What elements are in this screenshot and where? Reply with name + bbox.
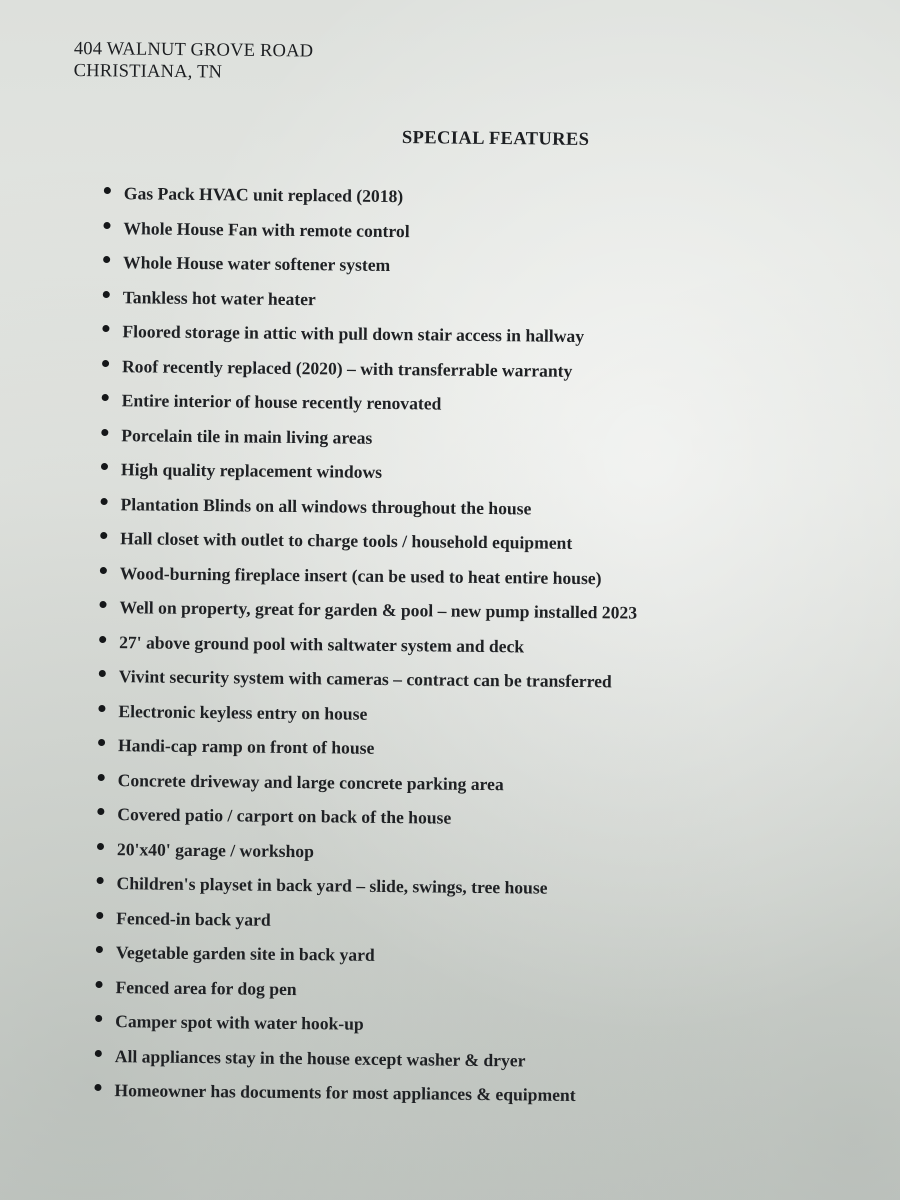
feature-list	[94, 178, 638, 1109]
property-address	[74, 38, 314, 85]
feature-text: Wood-burning fireplace insert (can be used to heat entire house)	[119, 562, 602, 588]
bullet-icon	[97, 842, 104, 849]
feature-text: Hall closet with outlet to charge tools / household equipment	[120, 528, 573, 553]
bullet-icon	[102, 359, 109, 366]
feature-text: Gas Pack HVAC unit replaced (2018)	[123, 183, 404, 207]
bullet-icon	[98, 773, 105, 780]
feature-text: Roof recently replaced (2020) – with transferrable warranty	[121, 355, 573, 381]
feature-text: 27' above ground pool with saltwater system and deck	[119, 631, 525, 656]
bullet-icon	[102, 394, 109, 401]
bullet-icon	[103, 256, 110, 263]
bullet-icon	[97, 808, 104, 815]
feature-text: Children's playset in back yard – slide, swings, tree house	[116, 873, 548, 898]
bullet-icon	[98, 704, 105, 711]
document-title: SPECIAL FEATURES	[401, 128, 590, 150]
bullet-icon	[101, 428, 108, 435]
feature-text: Porcelain tile in main living areas	[121, 424, 373, 448]
feature-text: Tankless hot water heater	[122, 286, 316, 309]
feature-text: Vivint security system with cameras – contract can be transferred	[118, 666, 612, 692]
bullet-icon	[94, 1084, 101, 1091]
bullet-icon	[101, 463, 108, 470]
address-city-state: CHRISTIANA, TN	[73, 60, 223, 83]
feature-text: Concrete driveway and large concrete parking area	[117, 769, 504, 794]
feature-text: Fenced-in back yard	[116, 907, 271, 930]
bullet-icon	[104, 187, 111, 194]
bullet-icon	[103, 290, 110, 297]
bullet-icon	[96, 946, 103, 953]
feature-text: Fenced area for dog pen	[115, 976, 297, 999]
feature-text: Camper spot with water hook-up	[115, 1011, 364, 1034]
bullet-icon	[100, 566, 107, 573]
bullet-icon	[101, 497, 108, 504]
bullet-icon	[99, 670, 106, 677]
bullet-icon	[99, 601, 106, 608]
feature-text: Floored storage in attic with pull down stair access in hallway	[122, 321, 585, 347]
bullet-icon	[102, 325, 109, 332]
feature-text: Well on property, great for garden & pool – new pump installed 2023	[119, 597, 638, 623]
feature-text: Plantation Blinds on all windows throughout the house	[120, 493, 532, 518]
feature-text: High quality replacement windows	[120, 459, 383, 482]
feature-text: Electronic keyless entry on house	[118, 700, 368, 724]
feature-text: Entire interior of house recently renovated	[121, 390, 442, 414]
bullet-icon	[103, 221, 110, 228]
bullet-icon	[100, 532, 107, 539]
feature-text: Vegetable garden site in back yard	[115, 942, 375, 965]
bullet-icon	[95, 1015, 102, 1022]
feature-text: All appliances stay in the house except washer & dryer	[114, 1045, 526, 1070]
bullet-icon	[96, 980, 103, 987]
bullet-icon	[95, 1049, 102, 1056]
feature-text: Covered patio / carport on back of the house	[117, 804, 452, 828]
feature-text: Homeowner has documents for most appliances & equipment	[114, 1080, 576, 1105]
feature-text: 20'x40' garage / workshop	[116, 838, 315, 861]
bullet-icon	[96, 911, 103, 918]
bullet-icon	[99, 635, 106, 642]
feature-text: Handi-cap ramp on front of house	[117, 735, 375, 758]
address-street: 404 WALNUT GROVE ROAD	[73, 38, 314, 62]
bullet-icon	[97, 877, 104, 884]
feature-text: Whole House Fan with remote control	[123, 217, 410, 241]
feature-text: Whole House water softener system	[123, 252, 391, 276]
bullet-icon	[98, 739, 105, 746]
